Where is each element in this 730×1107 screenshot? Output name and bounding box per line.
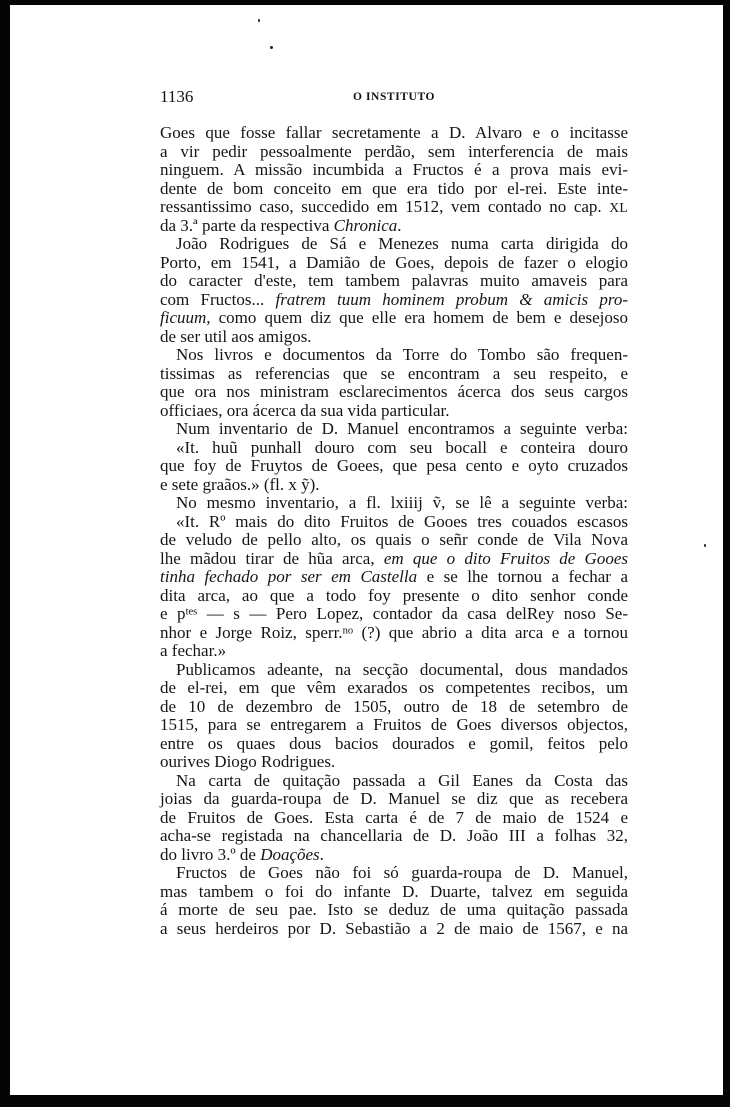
text-line: Goes que fosse fallar secretamente a D. Alvaro e o incitasse (160, 123, 628, 142)
text-line (160, 217, 628, 236)
text-line: de el-rei, em que vêm exarados os competentes recibos, um (160, 678, 628, 697)
text-line: de veludo de pello alto, os quais o señr conde de Vila Nova (160, 530, 628, 549)
text-line: a seus herdeiros por D. Sebastião a 2 de maio de 1567, e na (160, 918, 628, 938)
italic-segment: Chronica (333, 215, 398, 235)
text-line: de 10 de dezembro de 1505, outro de 18 de setembro de (160, 696, 628, 716)
text-line: tissimas as referencias que se encontram a seu respeito, e (160, 363, 628, 383)
superscript: tes (185, 606, 198, 618)
text-segment: — s — Pero Lopez, contador da casa delRey noso Se- (197, 604, 628, 623)
page-number: 1136 (160, 87, 194, 106)
text-line (160, 291, 628, 310)
text-line (160, 624, 628, 643)
text-line: Num inventario de D. Manuel encontramos a seguinte verba: (176, 419, 628, 438)
superscript: no (342, 624, 354, 636)
italic-segment: Doações (260, 844, 320, 864)
text-segment: e p (160, 604, 186, 623)
body-text (160, 124, 628, 938)
paragraph (160, 346, 628, 420)
text-line: dente de bom conceito em que era tido por el-rei. Este inte- (160, 178, 628, 198)
text-line: acha-se registada na chancellaria de D. João III a folhas 32, (160, 826, 628, 845)
paragraph (160, 661, 628, 772)
text-line: «It. huũ punhall douro com seu bocall e conteira douro (176, 437, 628, 457)
italic-segment: tinha fechado por ser em Castella (160, 567, 418, 586)
text-line: á morte de seu pae. Isto se deduz de uma quitação passada (160, 900, 628, 919)
paragraph (160, 420, 628, 439)
text-segment: (?) que abrio a dita arca e a tornou (353, 622, 629, 642)
text-line: joias da guarda-roupa de D. Manuel se diz que as recebera (160, 789, 628, 808)
running-title: O INSTITUTO (352, 91, 436, 103)
text-line (160, 846, 628, 865)
italic-segment: fratrem tuum hominem probum & amicis pro- (275, 289, 628, 309)
text-segment: da 3.ª parte da respectiva (160, 215, 334, 235)
small-caps-segment: XL (609, 200, 628, 215)
scan-speck (704, 544, 706, 547)
text-line: Na carta de quitação passada a Gil Eanes da Costa das (176, 770, 628, 790)
text-line (160, 568, 628, 587)
text-line: No mesmo inventario, a fl. lxiiij ṽ, se lê a seguinte verba: (176, 493, 628, 512)
text-line: de ser util aos amigos. (160, 326, 312, 346)
text-line (160, 198, 628, 217)
text-line: 1515, para se entregarem a Fruitos de Goes diversos objectos, (160, 715, 628, 734)
italic-segment: ficuum, (160, 308, 211, 327)
text-segment: e se lhe tornou a fechar a (417, 567, 628, 586)
text-line: ourives Diogo Rodrigues. (160, 752, 336, 771)
text-segment: nhor e Jorge Roiz, sperr. (160, 622, 343, 642)
paragraph (160, 124, 628, 235)
paragraph (160, 494, 628, 513)
text-line: Publicamos adeante, na secção documental, dous mandados (176, 659, 628, 679)
text-line (160, 550, 628, 569)
text-line: mas tambem o foi do infante D. Duarte, talvez em seguida (160, 881, 628, 901)
text-line: do caracter d'este, tem tambem palavras muito amaveis para (160, 271, 628, 290)
text-line: Porto, em 1541, a Damião de Goes, depois de fazer o elogio (160, 252, 628, 272)
text-segment: . (319, 844, 324, 864)
text-segment: como quem diz que elle era homem de bem e desejoso (210, 308, 628, 327)
italic-segment: em que o dito Fruitos de Gooes (383, 548, 628, 568)
paragraph (160, 235, 628, 346)
text-line (160, 309, 628, 328)
text-line: a vir pedir pessoalmente perdão, sem interferencia de mais (160, 141, 628, 161)
text-line (160, 605, 628, 624)
quotation (160, 439, 628, 495)
text-segment: do livro 3.º de (160, 844, 261, 864)
text-line: Nos livros e documentos da Torre do Tombo são frequen- (176, 345, 628, 364)
text-segment: lhe mãdou tirar de hũa arca, (160, 548, 384, 568)
text-line: dita arca, ao que a todo foy presente o dito senhor conde (160, 585, 628, 605)
text-line: que ora nos ministram esclarecimentos ácerca dos seus cargos (160, 382, 628, 401)
text-line: officiaes, ora ácerca da sua vida particular. (160, 400, 450, 420)
quotation (160, 513, 628, 661)
text-line: de Fruitos de Goes. Esta carta é de 7 de maio de 1524 e (160, 807, 628, 827)
text-segment: ressantissimo caso, succedido em 1512, vem contado no cap. (160, 197, 610, 216)
text-line: Fructos de Goes não foi só guarda-roupa de D. Manuel, (176, 863, 628, 882)
text-line: a fechar.» (160, 641, 227, 660)
paragraph (160, 772, 628, 865)
paragraph (160, 864, 628, 938)
text-line: e sete graãos.» (fl. x ỹ). (160, 474, 320, 494)
text-segment: . (397, 215, 402, 235)
text-line: João Rodrigues de Sá e Menezes numa carta dirigida do (176, 234, 628, 253)
text-line: «It. Rº mais do dito Fruitos de Gooes tres couados escasos (176, 511, 628, 531)
scan-speck (258, 19, 260, 22)
scan-speck (270, 46, 273, 49)
text-line: que foy de Fruytos de Goees, que pesa cento e oyto cruzados (160, 456, 628, 475)
text-segment: com Fructos... (160, 289, 276, 309)
text-line: ninguem. A missão incumbida a Fructos é a prova mais evi- (160, 160, 628, 179)
text-line: entre os quaes dous bacios dourados e gomil, feitos pelo (160, 733, 628, 753)
